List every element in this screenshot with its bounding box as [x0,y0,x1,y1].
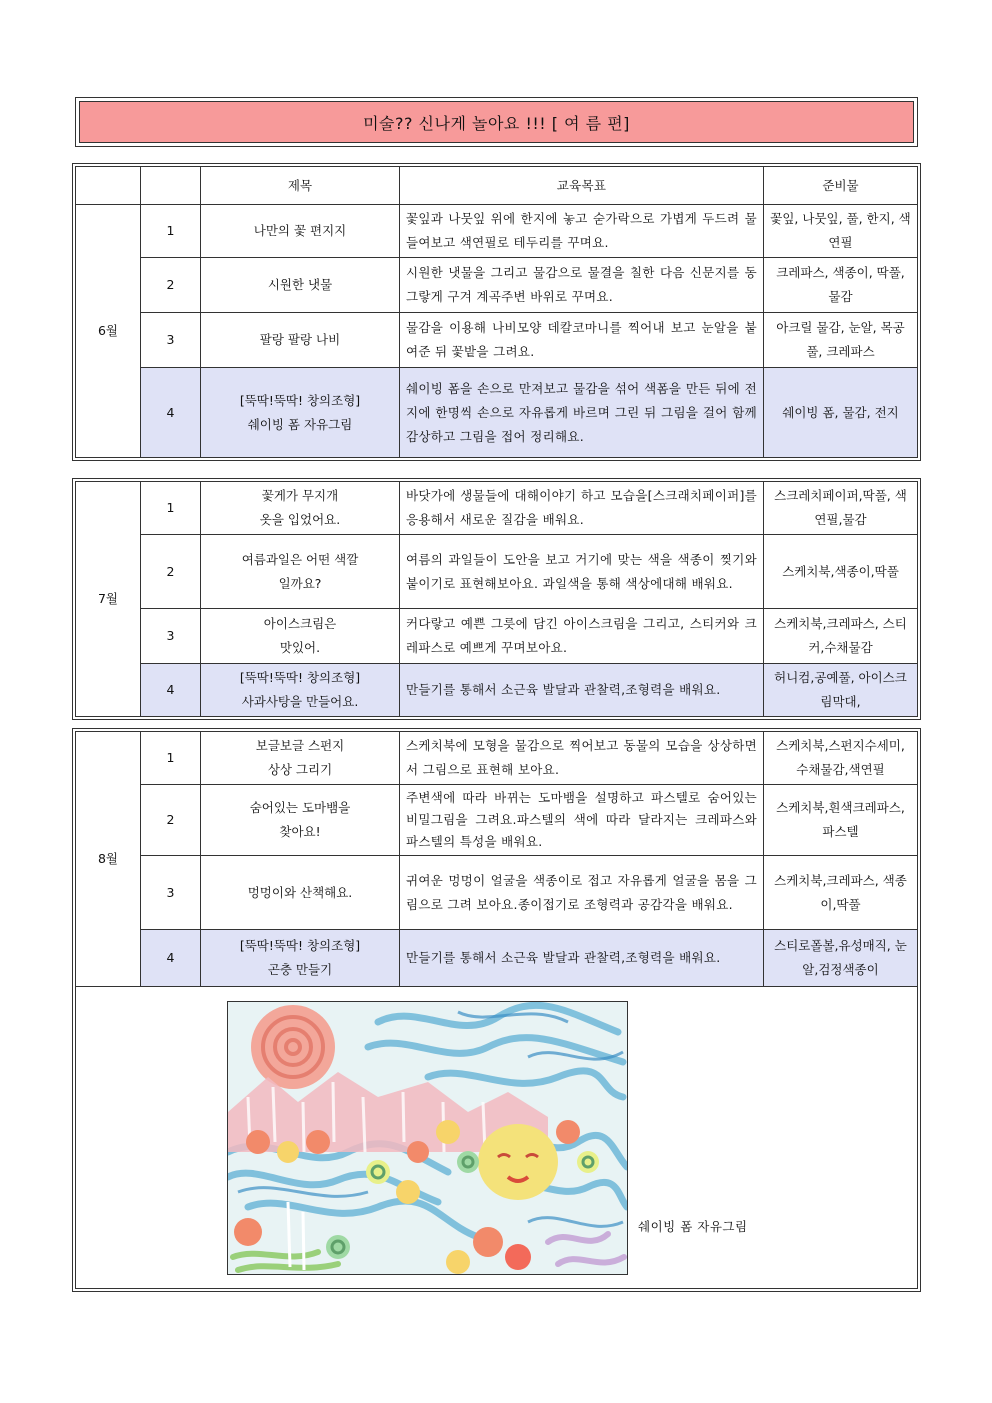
title-box [75,97,918,147]
row-goal: 물감을 이용해 나비모양 데칼코마니를 찍어내 보고 눈알을 붙여준 뒤 꽃밭을 그려요. [400,313,764,368]
row-prep: 스케치북,색종이,딱풀 [764,535,918,609]
june-table [75,166,918,458]
row-title: 팔랑 팔랑 나비 [201,313,400,368]
month-label: 7월 [76,482,141,717]
table-row [76,258,918,313]
row-number: 3 [141,856,201,930]
row-goal: 여름의 과일들이 도안을 보고 거기에 맞는 색을 색종이 찢기와 붙이기로 표현해보아요. 과일색을 통해 색상에대해 배워요. [400,535,764,609]
row-number: 4 [141,368,201,458]
row-number: 3 [141,313,201,368]
row-number: 2 [141,535,201,609]
table-row [76,732,918,785]
july-plan [72,478,921,720]
row-title: [뚝딱!뚝딱! 창의조형] 쉐이빙 폼 자유그림 [201,368,400,458]
row-number: 2 [141,785,201,856]
row-prep: 스케치북,흰색크레파스, 파스텔 [764,785,918,856]
row-prep: 스티로폴볼,유성매직, 눈알,검정색종이 [764,930,918,987]
row-number: 1 [141,205,201,258]
row-title: 여름과일은 어떤 색깔 일까요? [201,535,400,609]
row-number: 4 [141,664,201,717]
row-prep: 허니컴,공예풀, 아이스크림막대, [764,664,918,717]
june-plan [72,163,921,461]
table-row-highlight [76,368,918,458]
shaving-foam-painting [227,1001,628,1275]
july-table [75,481,918,717]
image-cell [76,987,918,1289]
row-prep: 스케치북,크레파스, 색종이,딱풀 [764,856,918,930]
header-row [76,167,918,205]
row-title: 아이스크림은 맛있어. [201,609,400,664]
row-title: 멍멍이와 산책해요. [201,856,400,930]
row-number: 1 [141,482,201,535]
painting-caption: 쉐이빙 폼 자유그림 [638,1219,748,1234]
row-title: 숨어있는 도마뱀을 찾아요! [201,785,400,856]
august-table [75,731,918,1289]
table-row [76,535,918,609]
table-row-highlight [76,664,918,717]
row-number: 4 [141,930,201,987]
row-goal: 쉐이빙 폼을 손으로 만져보고 물감을 섞어 색폼을 만든 뒤에 전지에 한명씩 손으로 자유롭게 바르며 그린 뒤 그림을 걸어 함께 감상하고 그림을 접어 정리해요. [400,368,764,458]
painting-illustration [228,1002,627,1274]
table-row-highlight [76,930,918,987]
row-number: 1 [141,732,201,785]
table-row [76,609,918,664]
header-title: 제목 [201,167,400,205]
row-prep: 꽃잎, 나뭇잎, 풀, 한지, 색연필 [764,205,918,258]
row-prep: 스케치북,스펀지수세미, 수채물감,색연필 [764,732,918,785]
row-title: 꽃게가 무지개 옷을 입었어요. [201,482,400,535]
row-goal: 커다랗고 예쁜 그릇에 담긴 아이스크림을 그리고, 스티커와 크레파스로 예쁘게 꾸며보아요. [400,609,764,664]
row-title: 시원한 냇물 [201,258,400,313]
row-goal: 만들기를 통해서 소근육 발달과 관찰력,조형력을 배워요. [400,930,764,987]
row-title: [뚝딱!뚝딱! 창의조형] 곤충 만들기 [201,930,400,987]
row-title: [뚝딱!뚝딱! 창의조형] 사과사탕을 만들어요. [201,664,400,717]
table-row [76,313,918,368]
table-row [76,205,918,258]
row-goal: 스케치북에 모형을 물감으로 찍어보고 동물의 모습을 상상하면서 그림으로 표현해 보아요. [400,732,764,785]
row-goal: 시원한 냇물을 그리고 물감으로 물결을 칠한 다음 신문지를 동그랗게 구겨 계곡주변 바위로 꾸며요. [400,258,764,313]
row-title: 나만의 꽃 편지지 [201,205,400,258]
row-goal: 바닷가에 생물들에 대해이야기 하고 모습을[스크래치페이퍼]를 응용해서 새로운 질감을 배워요. [400,482,764,535]
row-goal: 꽃잎과 나뭇잎 위에 한지에 놓고 숟가락으로 가볍게 두드려 물들여보고 색연필로 테두리를 꾸며요. [400,205,764,258]
table-row [76,785,918,856]
row-prep: 아크릴 물감, 눈알, 목공풀, 크레파스 [764,313,918,368]
row-number: 2 [141,258,201,313]
august-plan [72,728,921,1292]
image-row [76,987,918,1289]
header-goal: 교육목표 [400,167,764,205]
row-prep: 스케치북,크레파스, 스티커,수채물감 [764,609,918,664]
page-title: 미술?? 신나게 놀아요 !!! [ 여 름 편] [79,101,914,143]
row-number: 3 [141,609,201,664]
row-goal: 만들기를 통해서 소근육 발달과 관찰력,조형력을 배워요. [400,664,764,717]
month-label: 6월 [76,205,141,458]
row-prep: 스크레치페이퍼,딱풀, 색연필,물감 [764,482,918,535]
header-prep: 준비물 [764,167,918,205]
month-label: 8월 [76,732,141,987]
row-prep: 크레파스, 색종이, 딱풀, 물감 [764,258,918,313]
table-row [76,856,918,930]
row-goal: 귀여운 멍멍이 얼굴을 색종이로 접고 자유롭게 얼굴을 몸을 그림으로 그려 보아요.종이접기로 조형력과 공감각을 배워요. [400,856,764,930]
row-goal: 주변색에 따라 바뀌는 도마뱀을 설명하고 파스텔로 숨어있는 비밀그림을 그려요.파스텔의 색에 따라 달라지는 크레파스와 파스텔의 특성을 배워요. [400,785,764,856]
row-title: 보글보글 스펀지 상상 그리기 [201,732,400,785]
table-row [76,482,918,535]
row-prep: 쉐이빙 폼, 물감, 전지 [764,368,918,458]
